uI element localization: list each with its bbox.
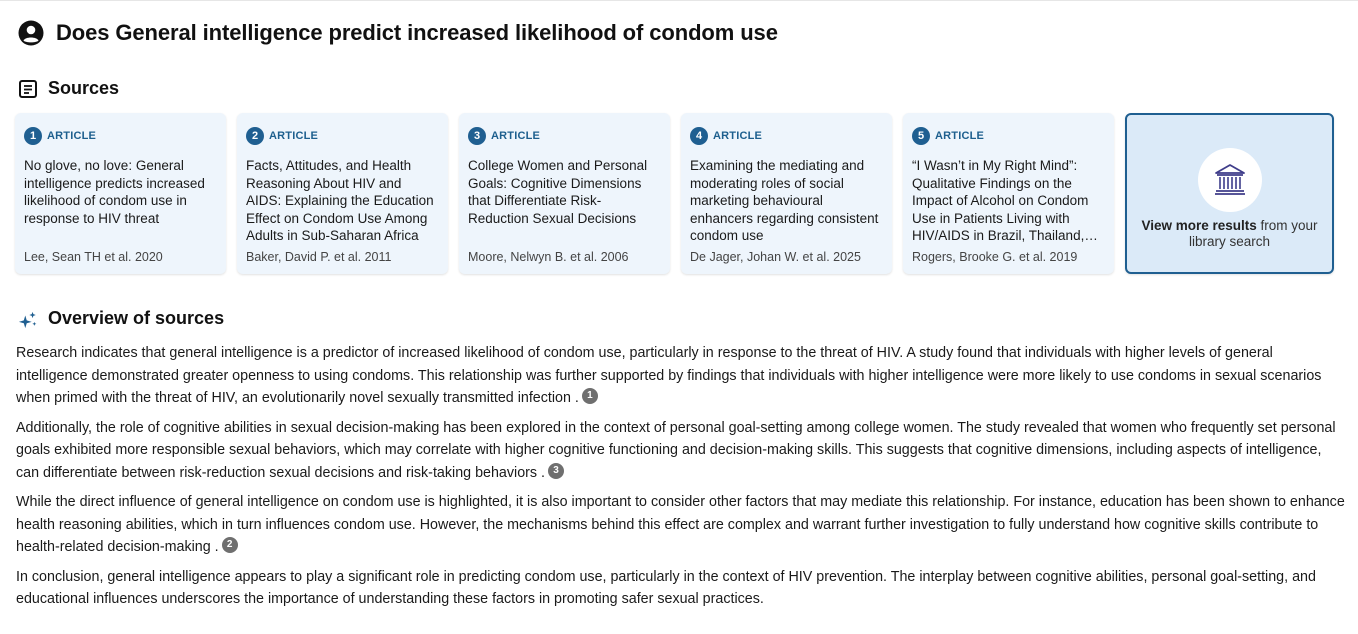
source-number: 4 — [690, 127, 708, 145]
source-number: 5 — [912, 127, 930, 145]
source-author: Moore, Nelwyn B. et al. 2006 — [468, 250, 629, 264]
source-title: No glove, no love: General intelligence predicts increased likelihood of condom use in response to HIV threat — [24, 158, 205, 226]
overview-paragraph-4 — [16, 566, 1346, 611]
source-type: ARTICLE — [491, 130, 541, 142]
citation-badge[interactable]: 3 — [548, 463, 564, 479]
overview-body — [16, 342, 1346, 618]
source-cards — [15, 113, 1334, 274]
sources-heading-label: Sources — [48, 78, 120, 98]
document-icon — [18, 79, 38, 99]
source-number: 1 — [24, 127, 42, 145]
user-icon — [18, 20, 44, 46]
view-more-rest: from your library search — [1188, 217, 1318, 249]
source-badge — [912, 127, 1105, 145]
sources-heading — [18, 78, 119, 99]
overview-paragraph-2 — [16, 417, 1346, 485]
source-type: ARTICLE — [269, 130, 319, 142]
top-divider — [0, 0, 1358, 1]
overview-heading — [18, 308, 224, 329]
question-title: Does General intelligence predict increased likelihood of condom use — [56, 20, 778, 45]
source-badge — [690, 127, 883, 145]
paragraph-text: Research indicates that general intelligence is a predictor of increased likelihood of condom use, particularly in response to the threat of HIV. A study found that individuals with higher levels of general intelligence demonstrated greater openness to using condoms. This relationship was further supported by findings that individuals with higher intelligence were more likely to use condoms in sexual scenarios when primed with the threat of HIV, an evolutionarily novel sexually transmitted infection . — [16, 345, 1322, 406]
source-author: Lee, Sean TH et al. 2020 — [24, 250, 163, 264]
sparkle-icon — [18, 309, 38, 329]
source-number: 3 — [468, 127, 486, 145]
source-card-1[interactable] — [15, 113, 226, 274]
paragraph-text: While the direct influence of general intelligence on condom use is highlighted, it is also important to consider other factors that may mediate this relationship. For instance, education has been shown to enhance health reasoning abilities, which in turn influences condom use. However, the mechanisms behind this effect are complex and warrant further investigation to fully understand how cognitive skills contribute to health-related decision-making . — [16, 494, 1345, 555]
source-badge — [468, 127, 661, 145]
paragraph-text: Additionally, the role of cognitive abilities in sexual decision-making has been explored in the context of personal goal-setting among college women. The study revealed that women who frequently set personal goals exhibited more responsible sexual behaviors, which may correlate with higher cognitive functioning and decision-making skills. This suggests that cognitive dimensions, including aspects of intelligence, can differentiate between risk-reduction sexual decisions and risk-taking behaviors . — [16, 419, 1336, 481]
overview-paragraph-3 — [16, 491, 1346, 559]
source-type: ARTICLE — [713, 130, 763, 142]
paragraph-text: In conclusion, general intelligence appears to play a significant role in predicting condom use, particularly in the context of HIV prevention. The interplay between cognitive abilities, personal goal-setting, and educational influences underscores the importance of understanding these factors in promoting safer sexual practices. — [16, 568, 1316, 607]
source-badge — [24, 127, 217, 145]
library-icon — [1198, 148, 1262, 212]
source-author: De Jager, Johan W. et al. 2025 — [690, 250, 861, 264]
source-badge — [246, 127, 439, 145]
citation-badge[interactable]: 1 — [582, 388, 598, 404]
overview-heading-label: Overview of sources — [48, 308, 225, 328]
question-header — [18, 20, 778, 46]
source-title: “I Wasn’t in My Right Mind”: Qualitative Findings on the Impact of Alcohol on Condom Use in Patients Living with HIV/AIDS in Brazil, Thailand, — [912, 158, 1089, 243]
source-type: ARTICLE — [47, 130, 97, 142]
source-title: College Women and Personal Goals: Cognitive Dimensions that Differentiate Risk-Reduction Sexual Decisions — [468, 158, 648, 226]
source-author: Baker, David P. et al. 2011 — [246, 250, 392, 264]
source-card-3[interactable] — [459, 113, 670, 274]
source-author: Rogers, Brooke G. et al. 2019 — [912, 250, 1078, 264]
view-more-label — [1137, 218, 1322, 250]
source-card-4[interactable] — [681, 113, 892, 274]
source-type: ARTICLE — [935, 130, 985, 142]
view-more-bold: View more results — [1141, 217, 1257, 233]
source-title: Examining the mediating and moderating roles of social marketing behavioural enhancers regarding consistent condom use — [690, 158, 879, 243]
source-number: 2 — [246, 127, 264, 145]
view-more-results-button[interactable] — [1125, 113, 1334, 274]
source-card-5[interactable] — [903, 113, 1114, 274]
overview-paragraph-1 — [16, 342, 1346, 410]
source-title: Facts, Attitudes, and Health Reasoning About HIV and AIDS: Explaining the Education Effect on Condom Use Among Adults in Sub-Saharan Africa — [246, 158, 434, 243]
source-card-2[interactable] — [237, 113, 448, 274]
citation-badge[interactable]: 2 — [222, 537, 238, 553]
